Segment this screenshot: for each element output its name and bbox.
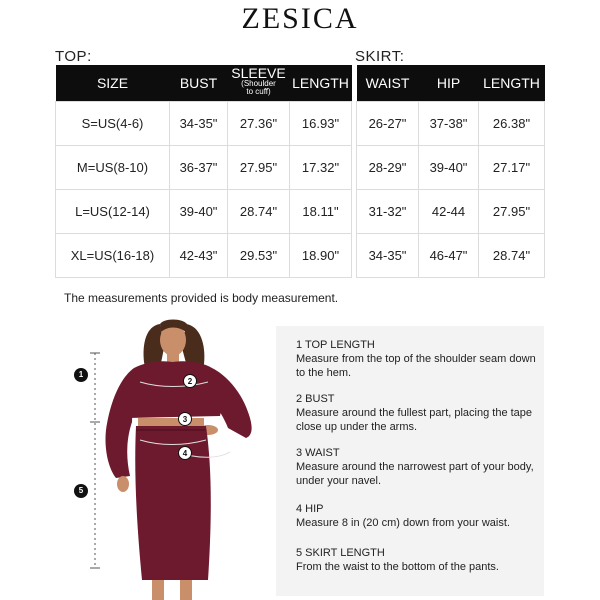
sleeve-header-label: SLEEVE	[231, 65, 286, 82]
brand-logo: ZESICA	[241, 2, 359, 35]
model-figure-graphic	[60, 318, 280, 600]
waist-cell: 28-29"	[357, 145, 419, 189]
waist-cell: 31-32"	[357, 189, 419, 233]
skirt-length-cell: 27.17"	[479, 145, 545, 189]
hip-cell: 46-47"	[419, 233, 479, 277]
guide-item-bust	[296, 392, 541, 434]
bust-cell: 36-37"	[170, 145, 228, 189]
table-row	[56, 101, 352, 145]
top-length-cell: 18.11"	[290, 189, 352, 233]
sleeve-cell: 27.36"	[228, 101, 290, 145]
guide-title: 2 BUST	[296, 393, 335, 405]
marker-bust: 2	[183, 374, 197, 388]
top-header-size: SIZE	[56, 65, 170, 101]
top-length-cell: 16.93"	[290, 101, 352, 145]
guide-item-hip	[296, 502, 541, 530]
table-row	[56, 233, 352, 277]
top-header-sleeve	[228, 65, 290, 101]
guide-item-top-length	[296, 338, 541, 380]
guide-title: 5 SKIRT LENGTH	[296, 547, 385, 559]
top-header-row	[56, 65, 352, 101]
guide-title: 3 WAIST	[296, 447, 340, 459]
top-header-bust: BUST	[170, 65, 228, 101]
hip-cell: 39-40"	[419, 145, 479, 189]
sleeve-header-note-1: (Shoulder	[241, 79, 276, 89]
skirt-length-cell: 27.95"	[479, 189, 545, 233]
skirt-length-cell: 26.38"	[479, 101, 545, 145]
guide-item-skirt-length	[296, 546, 541, 574]
guide-text: Measure around the narrowest part of your body, under your navel.	[296, 461, 534, 487]
guide-text: From the waist to the bottom of the pants.	[296, 561, 499, 573]
waist-cell: 26-27"	[357, 101, 419, 145]
table-row	[357, 145, 545, 189]
measurement-note: The measurements provided is body measurement.	[64, 291, 339, 305]
guide-title: 1 TOP LENGTH	[296, 339, 375, 351]
guide-item-waist	[296, 446, 541, 488]
bust-cell: 42-43"	[170, 233, 228, 277]
marker-top-length: 1	[74, 368, 88, 382]
top-size-table	[55, 65, 352, 278]
skirt-header-hip: HIP	[419, 65, 479, 101]
table-row	[357, 233, 545, 277]
top-length-cell: 17.32"	[290, 145, 352, 189]
guide-title: 4 HIP	[296, 503, 324, 515]
guide-text: Measure from the top of the shoulder seam down to the hem.	[296, 353, 536, 379]
marker-skirt-length: 5	[74, 484, 88, 498]
size-cell: XL=US(16-18)	[56, 233, 170, 277]
bust-cell: 39-40"	[170, 189, 228, 233]
sleeve-cell: 29.53"	[228, 233, 290, 277]
size-cell: M=US(8-10)	[56, 145, 170, 189]
table-row	[56, 145, 352, 189]
hip-cell: 37-38"	[419, 101, 479, 145]
sleeve-cell: 28.74"	[228, 189, 290, 233]
measurement-guide-panel	[276, 326, 544, 596]
guide-text: Measure around the fullest part, placing the tape close up under the arms.	[296, 407, 533, 433]
marker-hip: 4	[178, 446, 192, 460]
skirt-header-waist: WAIST	[357, 65, 419, 101]
skirt-header-length: LENGTH	[479, 65, 545, 101]
top-section-label: TOP:	[55, 48, 92, 65]
bust-cell: 34-35"	[170, 101, 228, 145]
guide-text: Measure 8 in (20 cm) down from your waist.	[296, 517, 510, 529]
size-cell: L=US(12-14)	[56, 189, 170, 233]
skirt-size-table	[356, 65, 545, 278]
table-row	[357, 189, 545, 233]
marker-waist: 3	[178, 412, 192, 426]
sleeve-cell: 27.95"	[228, 145, 290, 189]
skirt-length-cell: 28.74"	[479, 233, 545, 277]
table-row	[56, 189, 352, 233]
table-row	[357, 101, 545, 145]
skirt-header-row	[357, 65, 545, 101]
top-header-length: LENGTH	[290, 65, 352, 101]
waist-cell: 34-35"	[357, 233, 419, 277]
top-length-cell: 18.90"	[290, 233, 352, 277]
hip-cell: 42-44	[419, 189, 479, 233]
skirt-section-label: SKIRT:	[355, 48, 405, 65]
sleeve-header-note-2: to cuff)	[246, 87, 271, 97]
model-illustration	[60, 318, 280, 600]
size-cell: S=US(4-6)	[56, 101, 170, 145]
